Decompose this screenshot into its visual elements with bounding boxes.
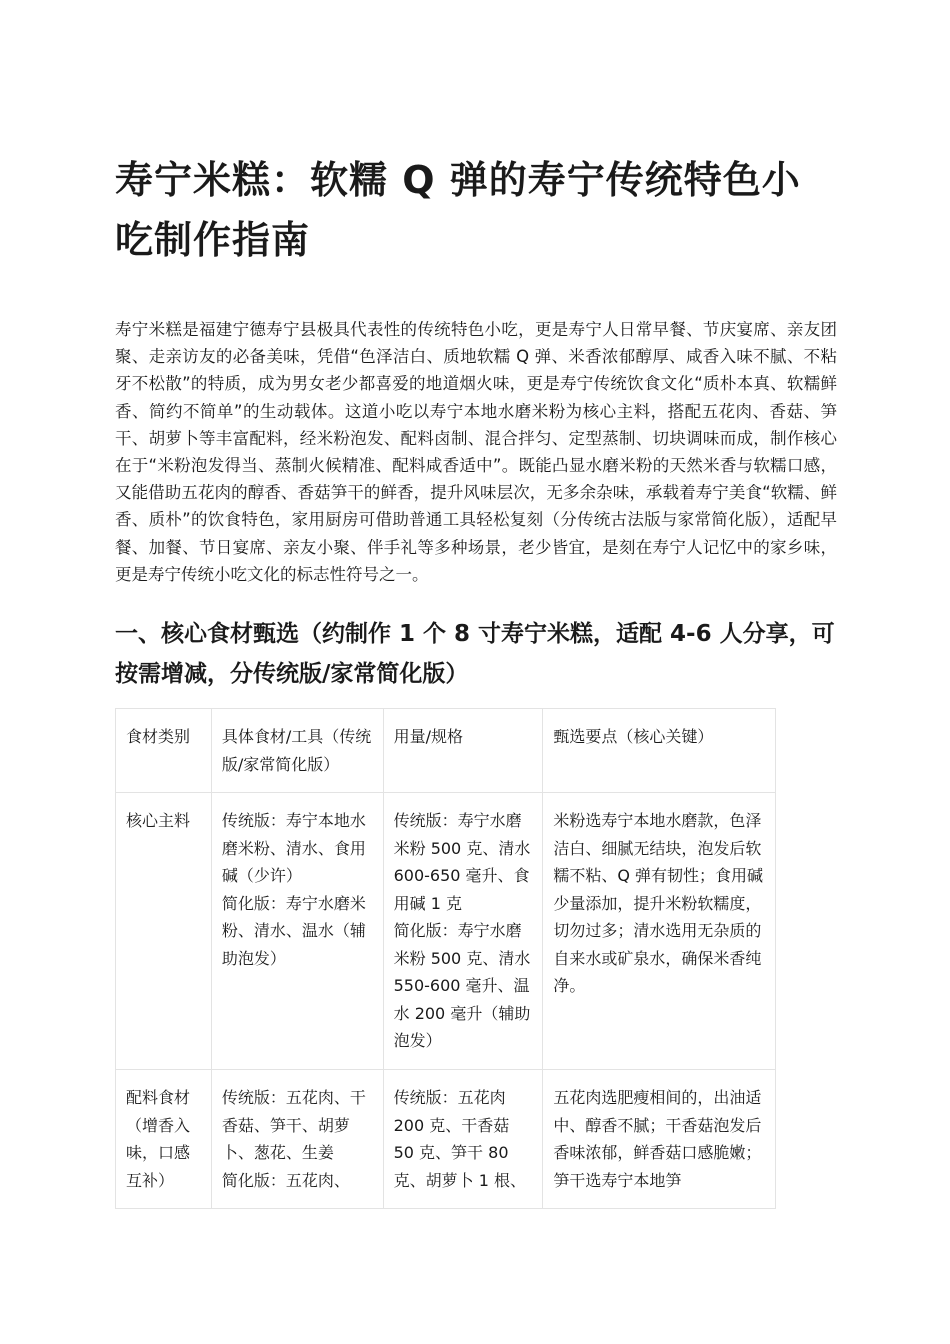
amount-traditional: 传统版：五花肉 200 克、干香菇 50 克、笋干 80 克、胡萝卜 1 根、 xyxy=(393,1088,526,1190)
title-line-1: 寿宁米糕：软糯 Q 弹的寿宁传统特色小 xyxy=(115,158,801,202)
items-simple: 简化版：五花肉、 xyxy=(221,1170,350,1190)
header-cell-notes: 甄选要点（核心关键） xyxy=(543,709,776,793)
row-amount-cell xyxy=(383,793,543,1070)
row-amount-cell xyxy=(383,1070,543,1209)
amount-traditional: 传统版：寿宁水磨米粉 500 克、清水 600-650 毫升、食用碱 1 克 xyxy=(393,811,531,913)
table-row xyxy=(116,1070,776,1209)
row-category-cell: 核心主料 xyxy=(116,793,212,1070)
row-notes-cell: 米粉选寿宁本地水磨款，色泽洁白、细腻无结块，泡发后软糯不粘、Q 弹有韧性；食用碱少量添加，提升米粉软糯度，切勿过多；清水选用无杂质的自来水或矿泉水，确保米香纯净。 xyxy=(543,793,776,1070)
document-title xyxy=(115,150,837,270)
row-items-cell xyxy=(211,793,383,1070)
items-traditional: 传统版：寿宁本地水磨米粉、清水、食用碱（少许） xyxy=(221,811,366,886)
table-row xyxy=(116,793,776,1070)
table-header-row xyxy=(116,709,776,793)
title-line-2: 吃制作指南 xyxy=(115,218,311,262)
section-1-title: 一、核心食材甄选（约制作 1 个 8 寸寿宁米糕，适配 4-6 人分享，可按需增减，分传统版/家常简化版） xyxy=(115,621,835,688)
document-page xyxy=(115,150,837,1209)
items-traditional: 传统版：五花肉、干香菇、笋干、胡萝卜、葱花、生姜 xyxy=(221,1088,366,1163)
header-cell-amount: 用量/规格 xyxy=(383,709,543,793)
ingredients-table xyxy=(115,708,776,1209)
amount-simple: 简化版：寿宁水磨米粉 500 克、清水 550-600 毫升、温水 200 毫升（辅助泡发） xyxy=(393,921,531,1051)
items-simple: 简化版：寿宁水磨米粉、清水、温水（辅助泡发） xyxy=(221,893,366,968)
header-cell-category: 食材类别 xyxy=(116,709,212,793)
row-notes-cell: 五花肉选肥瘦相间的，出油适中、醇香不腻；干香菇泡发后香味浓郁，鲜香菇口感脆嫩；笋干选寿宁本地笋 xyxy=(543,1070,776,1209)
row-category-cell: 配料食材（增香入味，口感互补） xyxy=(116,1070,212,1209)
intro-paragraph: 寿宁米糕是福建宁德寿宁县极具代表性的传统特色小吃，更是寿宁人日常早餐、节庆宴席、亲友团聚、走亲访友的必备美味，凭借“色泽洁白、质地软糯 Q 弹、米香浓郁醇厚、咸香入味不腻、不粘牙不松散”的特质，成为男女老少都喜爱的地道烟火味，更是寿宁传统饮食文化“质朴本真、软糯鲜香、简约不简单”的生动载体。这道小吃以寿宁本地水磨米粉为核心主料，搭配五花肉、香菇、笋干、胡萝卜等丰富配料，经米粉泡发、配料卤制、混合拌匀、定型蒸制、切块调味而成，制作核心在于“米粉泡发得当、蒸制火候精准、配料咸香适中”。既能凸显水磨米粉的天然米香与软糯口感，又能借助五花肉的醇香、香菇笋干的鲜香，提升风味层次，无多余杂味，承载着寿宁美食“软糯、鲜香、质朴”的饮食特色，家用厨房可借助普通工具轻松复刻（分传统古法版与家常简化版），适配早餐、加餐、节日宴席、亲友小聚、伴手礼等多种场景，老少皆宜，是刻在寿宁人记忆中的家乡味，更是寿宁传统小吃文化的标志性符号之一。 xyxy=(115,320,837,584)
header-cell-items: 具体食材/工具（传统版/家常简化版） xyxy=(211,709,383,793)
row-items-cell xyxy=(211,1070,383,1209)
